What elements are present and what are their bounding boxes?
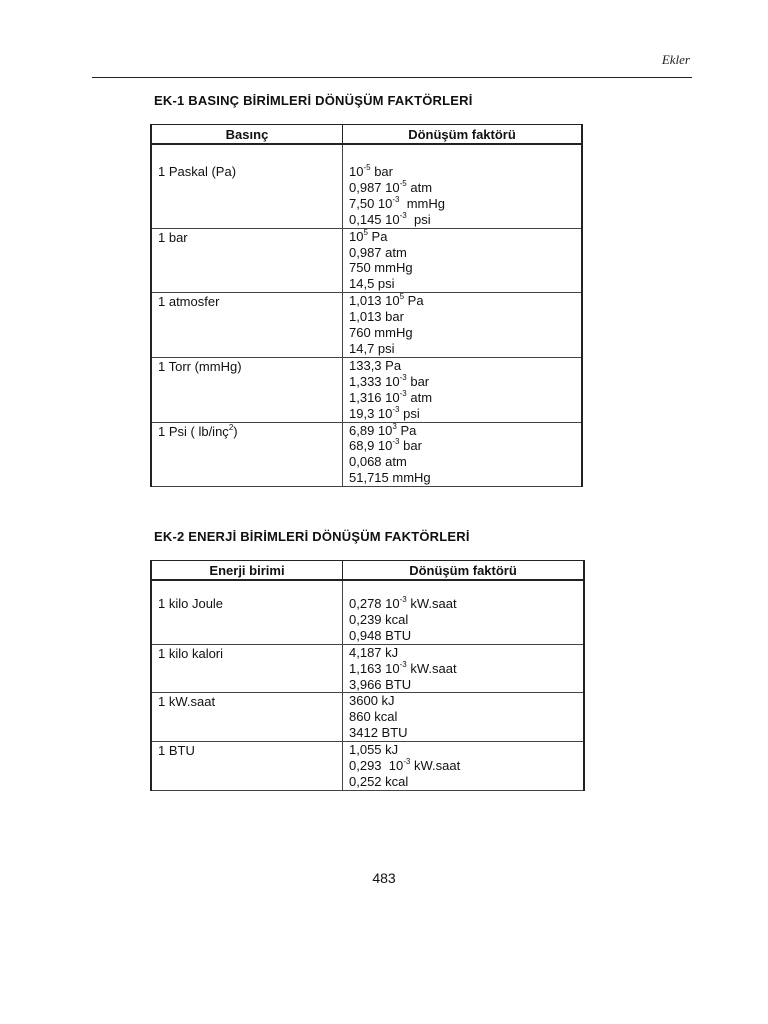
factor-cell [343,742,585,791]
factor-line: 14,5 psi [349,276,395,292]
page-number: 483 [372,870,396,886]
unit-cell: 1 kilo kalori [151,644,343,693]
factor-line: 0,068 atm [349,454,407,470]
factor-line: 1,316 $10^{-3}$ atm [349,388,433,405]
factor-line: 51,715 mmHg [349,470,431,486]
factor-line: 68,9 $10^{-3}$ bar [349,437,422,454]
factor-line: 760 mmHg [349,325,413,341]
factor-cell [343,144,583,228]
factor-line: 0,239 kcal [349,611,409,627]
factor-line: 6,89 $10^3$ Pa [349,421,417,438]
table-row [151,580,584,644]
factor-cell [343,644,585,693]
unit-cell: 1 kilo Joule [151,580,343,644]
column-header-factor: Dönüşüm faktörü [343,125,583,145]
energy-conversion-table [150,560,585,791]
factor-line: 3600 kJ [349,693,395,709]
factor-line: 0,987 $10^{-5}$ atm [349,178,433,195]
factor-line: 3,966 BTU [349,676,412,692]
ek2-title: EK-2 ENERJİ BİRİMLERİ DÖNÜŞÜM FAKTÖRLERİ [154,529,470,544]
table-row [151,293,582,358]
table-row [151,693,584,742]
column-header-unit: Enerji birimi [151,561,343,581]
unit-cell: 1 Torr (mmHg) [151,357,343,422]
table-header-row [151,125,582,145]
factor-line: 3412 BTU [349,725,408,741]
factor-line: 14,7 psi [349,340,395,356]
factor-line: 1,055 kJ [349,742,399,758]
ek1-title: EK-1 BASINÇ BİRİMLERİ DÖNÜŞÜM FAKTÖRLERİ [154,93,473,108]
table-row [151,228,582,293]
factor-cell [343,357,583,422]
factor-line: 1,333 $10^{-3}$ bar [349,372,430,389]
table-row [151,357,582,422]
factor-cell [343,580,585,644]
unit-cell: 1 atmosfer [151,293,343,358]
factor-line: 0,252 kcal [349,773,409,789]
factor-line: 19,3 $10^{-3}$ psi [349,404,420,421]
factor-line: 133,3 Pa [349,357,402,373]
unit-cell: 1 Paskal (Pa) [151,144,343,228]
factor-line: 0,278 $10^{-3}$ kW.saat [349,595,457,611]
factor-line: 0,948 BTU [349,627,412,643]
factor-line: 0,293 $10^{-3}$ kW.saat [349,757,461,774]
factor-line: 4,187 kJ [349,644,399,660]
factor-line: $10^{-5}$ bar [349,163,393,179]
pressure-conversion-table [150,124,583,487]
unit-cell: 1 BTU [151,742,343,791]
factor-cell [343,293,583,358]
header-rule [92,77,692,78]
table-row [151,422,582,487]
factor-line: 1,013 bar [349,309,404,325]
factor-line: 860 kcal [349,709,398,725]
table-row [151,144,582,228]
factor-cell [343,228,583,293]
factor-line: $10^5$ Pa [349,227,388,244]
unit-cell: 1 Psi ( lb/inç$^2$) [151,422,343,487]
factor-line: 1,013 $10^5$ Pa [349,292,424,309]
column-header-unit: Basınç [151,125,343,145]
factor-line: 0,987 atm [349,244,407,260]
section-header-label: Ekler [661,52,690,67]
factor-line: 0,145 $10^{-3}$ psi [349,210,431,227]
factor-line: 7,50 $10^{-3}$ mmHg [349,194,445,211]
table-row [151,742,584,791]
unit-cell: 1 kW.saat [151,693,343,742]
unit-cell: 1 bar [151,228,343,293]
table-row [151,644,584,693]
factor-line: 1,163 $10^{-3}$ kW.saat [349,659,457,676]
table-header-row [151,561,584,581]
column-header-factor: Dönüşüm faktörü [343,561,585,581]
factor-cell [343,693,585,742]
factor-line: 750 mmHg [349,260,413,276]
factor-cell [343,422,583,487]
